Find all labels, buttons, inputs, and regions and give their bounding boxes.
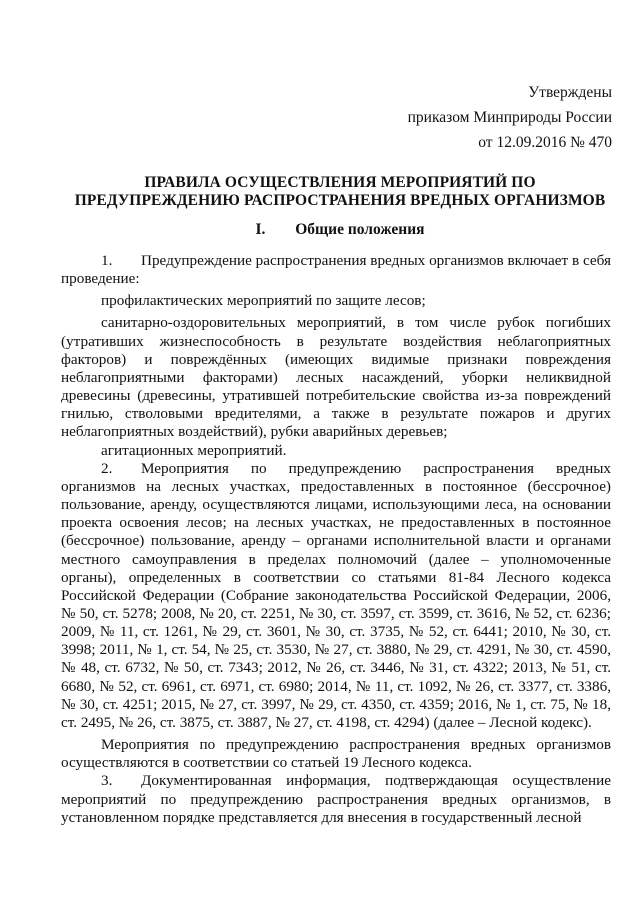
- paragraph-1-text: Предупреждение распространения вредных организмов включает в себя проведение:: [61, 252, 611, 288]
- section-title: Общие положения: [295, 221, 425, 238]
- approval-line-order: приказом Минприроды России: [407, 109, 612, 126]
- paragraph-2-continuation: Мероприятия по предупреждению распространения вредных организмов осуществляются в соответствии со статьей 19 Лесного кодекса.: [61, 736, 611, 772]
- approval-stamp: [408, 80, 612, 155]
- list-item-prevention: профилактических мероприятий по защите лесов;: [101, 292, 426, 310]
- paragraph-1-number: 1.: [101, 252, 113, 269]
- document-title-line-2: ПРЕДУПРЕЖДЕНИЮ РАСПРОСТРАНЕНИЯ ВРЕДНЫХ ОРГАНИЗМОВ: [74, 192, 606, 209]
- section-heading: [60, 220, 620, 240]
- paragraph-2: [61, 460, 611, 732]
- paragraph-3-number: 3.: [101, 772, 113, 790]
- paragraph-2-text: Мероприятия по предупреждению распространения вредных организмов на лесных участках, предоставленных в постоянное (бессрочное) пользование, аренду, осуществляются лицами, использующими леса, на основании проекта освоения лесов; на лесных участках, не предоставленных в постоянное (бессрочное) пользование, аренду – органами исполнительной власти и органами местного самоуправления в пределах полномочий (далее – уполномоченные органы), определенных в соответствии со статьями 81-84 Лесного кодекса Российской Федерации (Собрание законодательства Российской Федерации, 2006, № 50, ст. 5278; 2008, № 20, ст. 2251, № 30, ст. 3597, ст. 3599, ст. 3616, № 52, ст. 6236; 2009, № 11, ст. 1261, № 29, ст. 3601, № 30, ст. 3735, № 52, ст. 6441; 2010, № 30, ст. 3998; 2011, № 1, ст. 54, № 25, ст. 3530, № 27, ст. 3880, № 29, ст. 4291, № 30, ст. 4590, № 48, ст. 6732, № 50, ст. 7343; 2012, № 26, ст. 3446, № 31, ст. 4322; 2013, № 51, ст. 6680, № 52, ст. 6961, ст. 6971, ст. 6980; 2014, № 11, ст. 1092, № 26, ст. 3377, ст. 3386, № 30, ст. 4251; 2015, № 27, ст. 3997, № 29, ст. 4350, ст. 4359; 2016, № 1, ст. 75, № 18, ст. 2495, № 26, ст. 3875, ст. 3887, № 27, ст. 4198, ст. 4294) (далее – Лесной кодекс).: [61, 459, 611, 731]
- document-body: [61, 252, 611, 827]
- paragraph-1: [61, 252, 611, 288]
- paragraph-3-text: Документированная информация, подтверждающая осуществление мероприятий по предупреждению распространения вредных организмов, в установленном порядке представляется для внесения в государственный лесной: [61, 772, 611, 826]
- section-number: I.: [255, 221, 266, 238]
- document-title: [60, 174, 620, 210]
- paragraph-3: [61, 772, 611, 826]
- list-item-sanitary: санитарно-оздоровительных мероприятий, в том числе рубок погибших (утративших жизнеспособность в результате воздействия неблагоприятных факторов) и повреждённых (имеющих видимые признаки повреждения неблагоприятными факторами) лесных насаждений, уборки неликвидной древесины (древесины, утратившей потребительские свойства из-за повреждений гнилью, стволовыми вредителями, а также в результате пожаров и других неблагоприятных воздействий), рубки аварийных деревьев;: [61, 314, 611, 441]
- document-title-line-1: ПРАВИЛА ОСУЩЕСТВЛЕНИЯ МЕРОПРИЯТИЙ ПО: [144, 174, 536, 191]
- paragraph-2-number: 2.: [101, 459, 113, 477]
- list-item-campaign: агитационных мероприятий.: [101, 441, 287, 459]
- approval-line-approved: Утверждены: [528, 84, 612, 101]
- approval-line-date: от 12.09.2016 № 470: [478, 134, 612, 151]
